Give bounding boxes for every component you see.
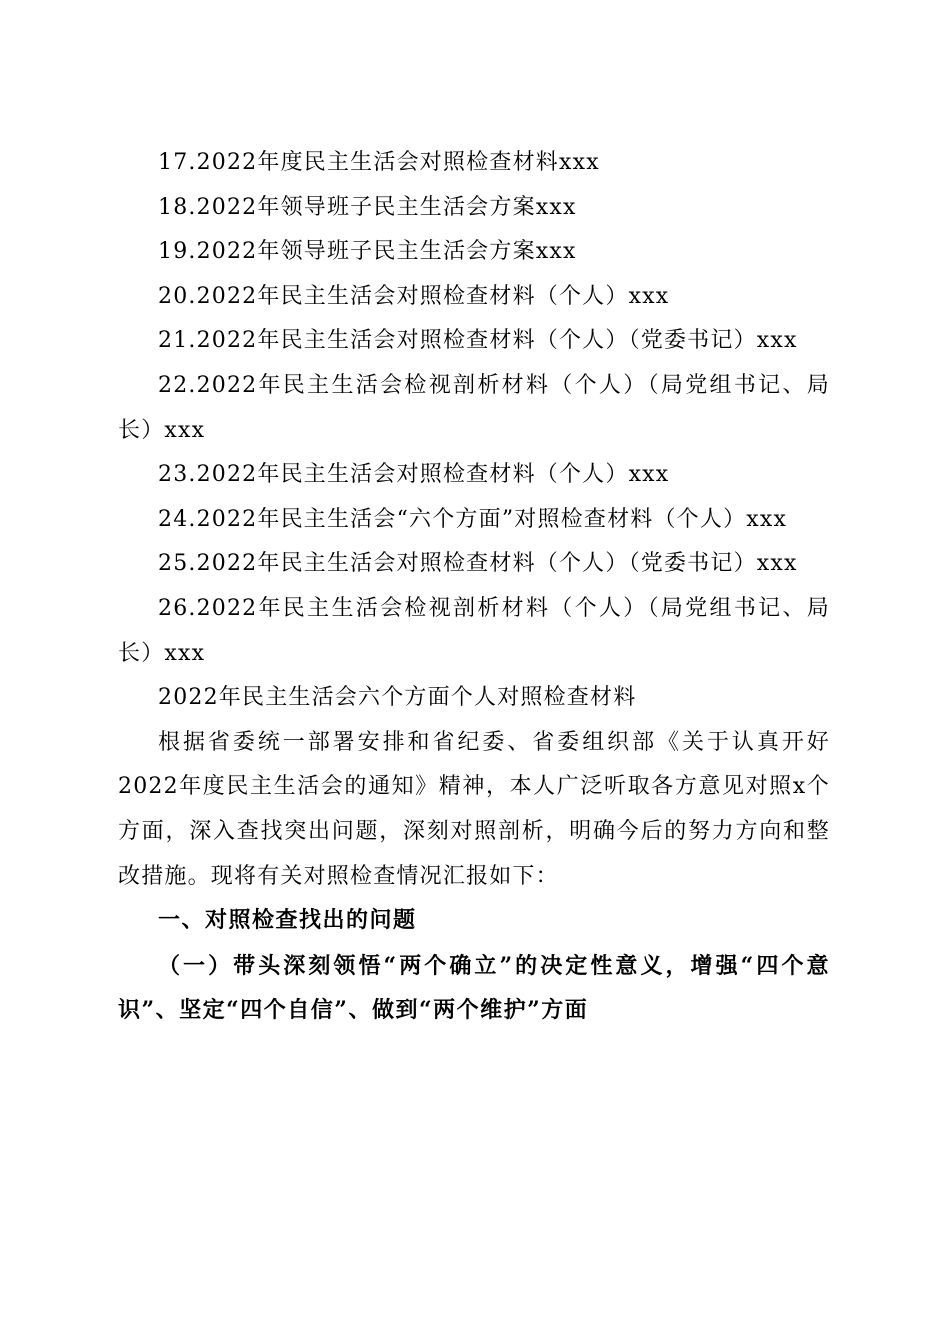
list-item: 22.2022年民主生活会检视剖析材料（个人）（局党组书记、局长）xxx [118,372,830,443]
article-title: 2022年民主生活会六个方面个人对照检查材料 [158,685,637,711]
list-item: 17.2022年度民主生活会对照检查材料xxx [158,150,600,175]
list-item: 25.2022年民主生活会对照检查材料（个人）（党委书记）xxx [158,551,798,577]
list-item: 23.2022年民主生活会对照检查材料（个人）xxx [158,462,670,488]
list-item: 21.2022年民主生活会对照检查材料（个人）（党委书记）xxx [158,328,798,354]
subsection-heading: （一）带头深刻领悟“两个确立”的决定性意义，增强“四个意识”、坚定“四个自信”、做到“两个维护”方面 [118,952,830,1024]
section-heading: 一、对照检查找出的问题 [158,908,417,934]
document-body [118,141,830,1033]
list-item: 26.2022年民主生活会检视剖析材料（个人）（局党组书记、局长）xxx [118,595,830,666]
list-item: 19.2022年领导班子民主生活会方案xxx [158,239,577,265]
list-item: 24.2022年民主生活会“六个方面”对照检查材料（个人）xxx [158,506,788,532]
list-item: 20.2022年民主生活会对照检查材料（个人）xxx [158,283,670,309]
intro-paragraph: 根据省委统一部署安排和省纪委、省委组织部《关于认真开好2022年度民主生活会的通知》精神，本人广泛听取各方意见对照x个方面，深入查找突出问题，深刻对照剖析，明确今后的努力方向和整改措施。现将有关对照检查情况汇报如下： [118,729,830,889]
list-item: 18.2022年领导班子民主生活会方案xxx [158,194,577,220]
